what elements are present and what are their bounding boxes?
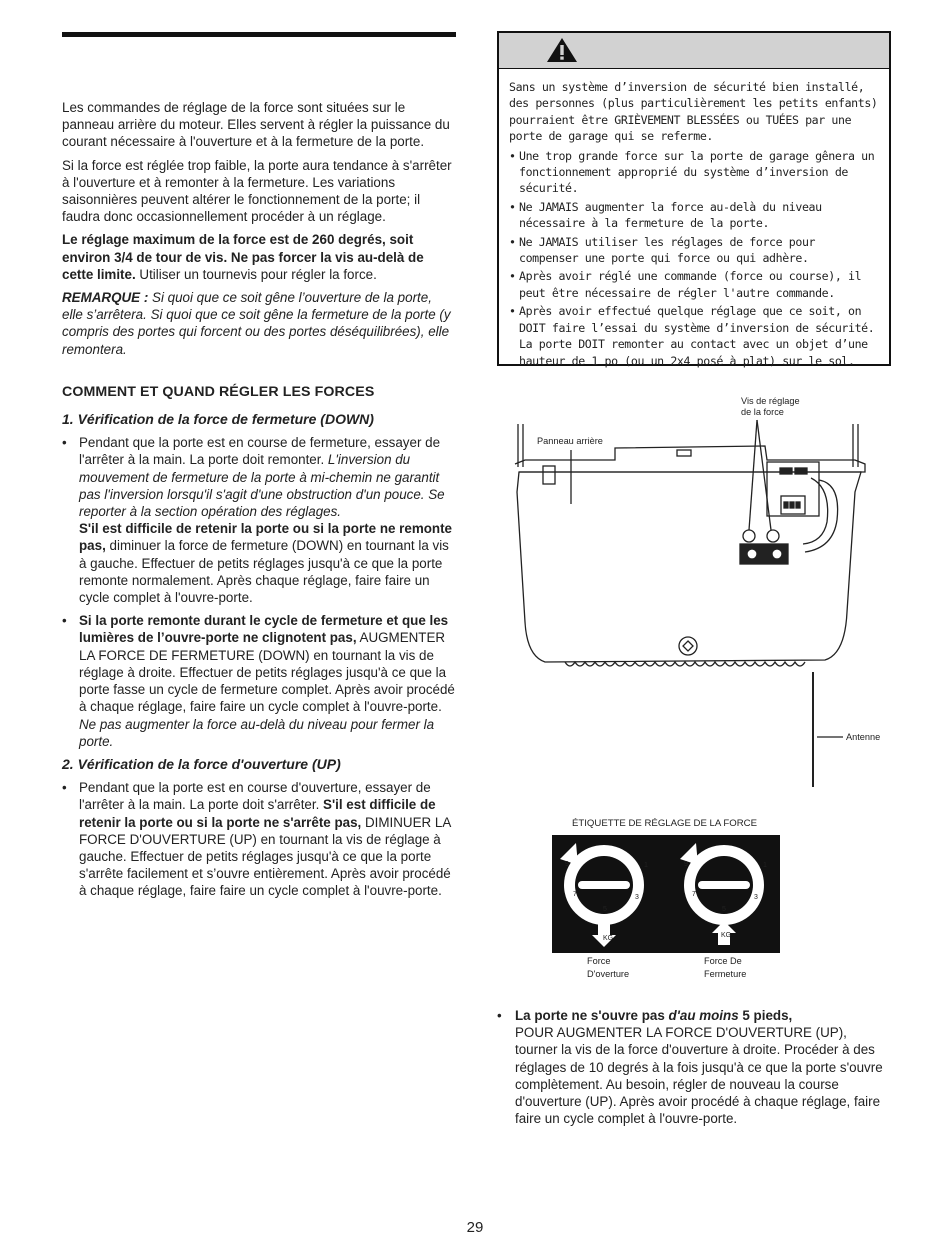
open-force-label-2: D'overture [587, 969, 630, 979]
section-heading: COMMENT ET QUAND RÉGLER LES FORCES [62, 383, 375, 400]
step-1-bullet-2-italic: Ne pas augmenter la force au-delà du niveau pour fermer la porte. [79, 716, 435, 749]
max-force-warning: Le réglage maximum de la force est de 260 degrés, soit environ 3/4 de tour de vis. Ne pas forcer la vis au-delà de cette limite. [62, 232, 424, 282]
step-1-bullet-2-rest: AUGMENTER LA FORCE DE FERMETURE (DOWN) en tournant la vis de réglage à droite. Effectuer de petits réglages jusqu'à ce que la porte fasse un cycle de fermeture complet. Après avoir procédé à chaque réglage, faire faire un cycle complet à l'ouvre-porte. [79, 630, 455, 715]
step-2-title: 2. Vérification de la force d'ouverture (UP) [62, 755, 341, 772]
step-2-bullet-1-text: Pendant que la porte est en course d'ouverture, essayer de l'arrêter à la main. La porte doit s'arrêter. [79, 780, 431, 813]
page-number: 29 [466, 1219, 484, 1236]
step-1-bullet-1-text: Pendant que la porte est en course de fermeture, essayer de l'arrêter à la main. La porte doit remonter. [79, 435, 441, 468]
force-label-figure [548, 817, 788, 987]
close-dial-9: 9 [684, 861, 688, 868]
open-dial-9: 9 [565, 861, 569, 868]
screw-label-line-1: Vis de réglage [741, 396, 800, 406]
intro-paragraph-2: Si la force est réglée trop faible, la porte aura tendance à s'arrêter à l'ouverture et à remonter à la fermeture. Les variations saisonnières peuvent altérer le fonctionnement de la porte; il faudra donc occasionnellement procéder à un réglage. [62, 157, 452, 225]
force-label-title: ÉTIQUETTE DE RÉGLAGE DE LA FORCE [572, 818, 757, 829]
open-dial-7: 7 [573, 891, 577, 898]
right-note-bold-2: 5 pieds, [738, 1008, 793, 1023]
rear-panel-label: Panneau arrière [537, 436, 603, 446]
step-2-bullet-1 [62, 779, 456, 899]
antenna-label: Antenne [846, 732, 881, 742]
intro-paragraph-3 [62, 231, 456, 283]
step-1-bullet-1-italic: L'inversion du mouvement de fermeture de la porte à mi-chemin ne garantit pas l'inversion lorsqu'il s'agit d'une obstruction d'un pouce. Se reporter à la section opération des réglages. [79, 452, 445, 520]
open-dial-3: 3 [635, 894, 639, 901]
step-1-bullet-1-rest: diminuer la force de fermeture (DOWN) en tournant la vis à gauche. Effectuer de petits réglages jusqu'à ce que la porte remonte normalement. Après chaque réglage, faire faire un cycle complet à l'ouvre-porte. [79, 538, 449, 606]
right-note [497, 1007, 893, 1133]
right-note-list [497, 1007, 893, 1127]
remark-paragraph [62, 289, 456, 358]
force-dial-graphic [552, 835, 780, 953]
right-note-item [497, 1007, 893, 1127]
close-force-label-2: Fermeture [704, 969, 747, 979]
step-1-bullet-1 [62, 434, 456, 606]
right-note-text: POUR AUGMENTER LA FORCE D'OUVERTURE (UP), tourner la vis de la force d'ouverture à droite. Procéder à des réglages de 10 degrés à la fois jusqu'à ce que la porte s'ouvre complètement. Au besoin, régler de nouveau la course d'ouverture (UP). Après avoir procédé à chaque réglage, faire faire un cycle complet à l'ouvre-porte. [515, 1025, 883, 1127]
section-rule [62, 32, 456, 37]
close-dial-7: 7 [692, 891, 696, 898]
open-kg-label: KG [603, 935, 614, 942]
open-force-label-1: Force [587, 956, 611, 966]
warning-list [509, 148, 879, 369]
step-1-bullet-2-bold: Si la porte remonte durant le cycle de fermeture et que les lumières de l’ouvre-porte ne clignotent pas, [79, 613, 449, 646]
close-dial-3: 3 [754, 894, 758, 901]
screwdriver-note: Utiliser un tournevis pour régler la force. [135, 266, 377, 282]
close-force-label-1: Force De [704, 956, 742, 966]
remark-label: REMARQUE : [62, 290, 149, 306]
step-1-list [62, 434, 456, 750]
right-note-bold-italic: d'au moins [668, 1008, 739, 1023]
close-kg-label: KG [721, 932, 732, 939]
close-dial-5: 5 [722, 906, 726, 913]
warning-triangle-icon [545, 36, 579, 64]
close-dial-1: 1 [763, 862, 767, 869]
warning-item: • Après avoir effectué quelque réglage que ce soit, on DOIT faire l’essai du système d’inversion de sécurité. La porte DOIT remonter au contact avec un objet d’une hauteur de 1 po (ou un 2x4 posé à plat) sur le sol. [509, 303, 879, 369]
open-dial-5: 5 [603, 906, 607, 913]
motor-diagram [505, 392, 895, 792]
left-column [62, 32, 456, 906]
step-1-title: 1. Vérification de la force de fermeture (DOWN) [62, 411, 374, 428]
screw-label-line-2: de la force [741, 407, 784, 417]
remark-text: Si quoi que ce soit gêne l’ouverture de la porte, elle s’arrêtera. Si quoi que ce soit gêne la fermeture de la porte (y compris des portes qui forcent ou des portes déséquilibrées), elle remontera. [62, 290, 451, 357]
warning-intro: Sans un système d’inversion de sécurité bien installé, des personnes (plus particulièrement les petits enfants) pourraient être GRIÈVEMENT BLESSÉES ou TUÉES par une porte de garage qui se referme. [509, 80, 878, 144]
step-2-bullet-1-rest: DIMINUER LA FORCE D'OUVERTURE (UP) en tournant la vis de réglage à gauche. Effectuer de petits réglages jusqu'à ce que la porte s'arrête facilement et s’ouvre entièrement. Après avoir procédé à chaque réglage, faire faire un cycle complet à l'ouvre-porte. [79, 814, 451, 899]
warning-item: • Ne JAMAIS augmenter la force au-delà du niveau nécessaire à la fermeture de la porte. [509, 199, 879, 232]
warning-body [499, 69, 889, 369]
warning-item: • Ne JAMAIS utiliser les réglages de force pour compenser une porte qui force ou qui adhère. [509, 234, 879, 267]
warning-box [497, 31, 891, 366]
warning-item: • Une trop grande force sur la porte de garage gênera un fonctionnement approprié du système d’inversion de sécurité. [509, 148, 879, 197]
step-2-bullet-1-bold: S'il est difficile de retenir la porte ou si la porte ne s'arrête pas, [79, 797, 436, 830]
open-dial-1: 1 [644, 862, 648, 869]
warning-item: • Après avoir réglé une commande (force ou course), il peut être nécessaire de régler l'autre commande. [509, 268, 879, 301]
step-2-list [62, 779, 456, 899]
warning-header [499, 33, 889, 69]
motor-unit-drawing [505, 392, 895, 792]
right-note-bold-1: La porte ne s'ouvre pas [515, 1008, 669, 1023]
step-1-bullet-1-bold: S'il est difficile de retenir la porte ou si la porte ne remonte pas, [79, 521, 453, 554]
intro-paragraph-1: Les commandes de réglage de la force sont situées sur le panneau arrière du moteur. Elles servent à régler la puissance du courant nécessaire à l'ouverture et à la fermeture de la porte. [62, 100, 450, 150]
step-1-bullet-2 [62, 612, 456, 750]
